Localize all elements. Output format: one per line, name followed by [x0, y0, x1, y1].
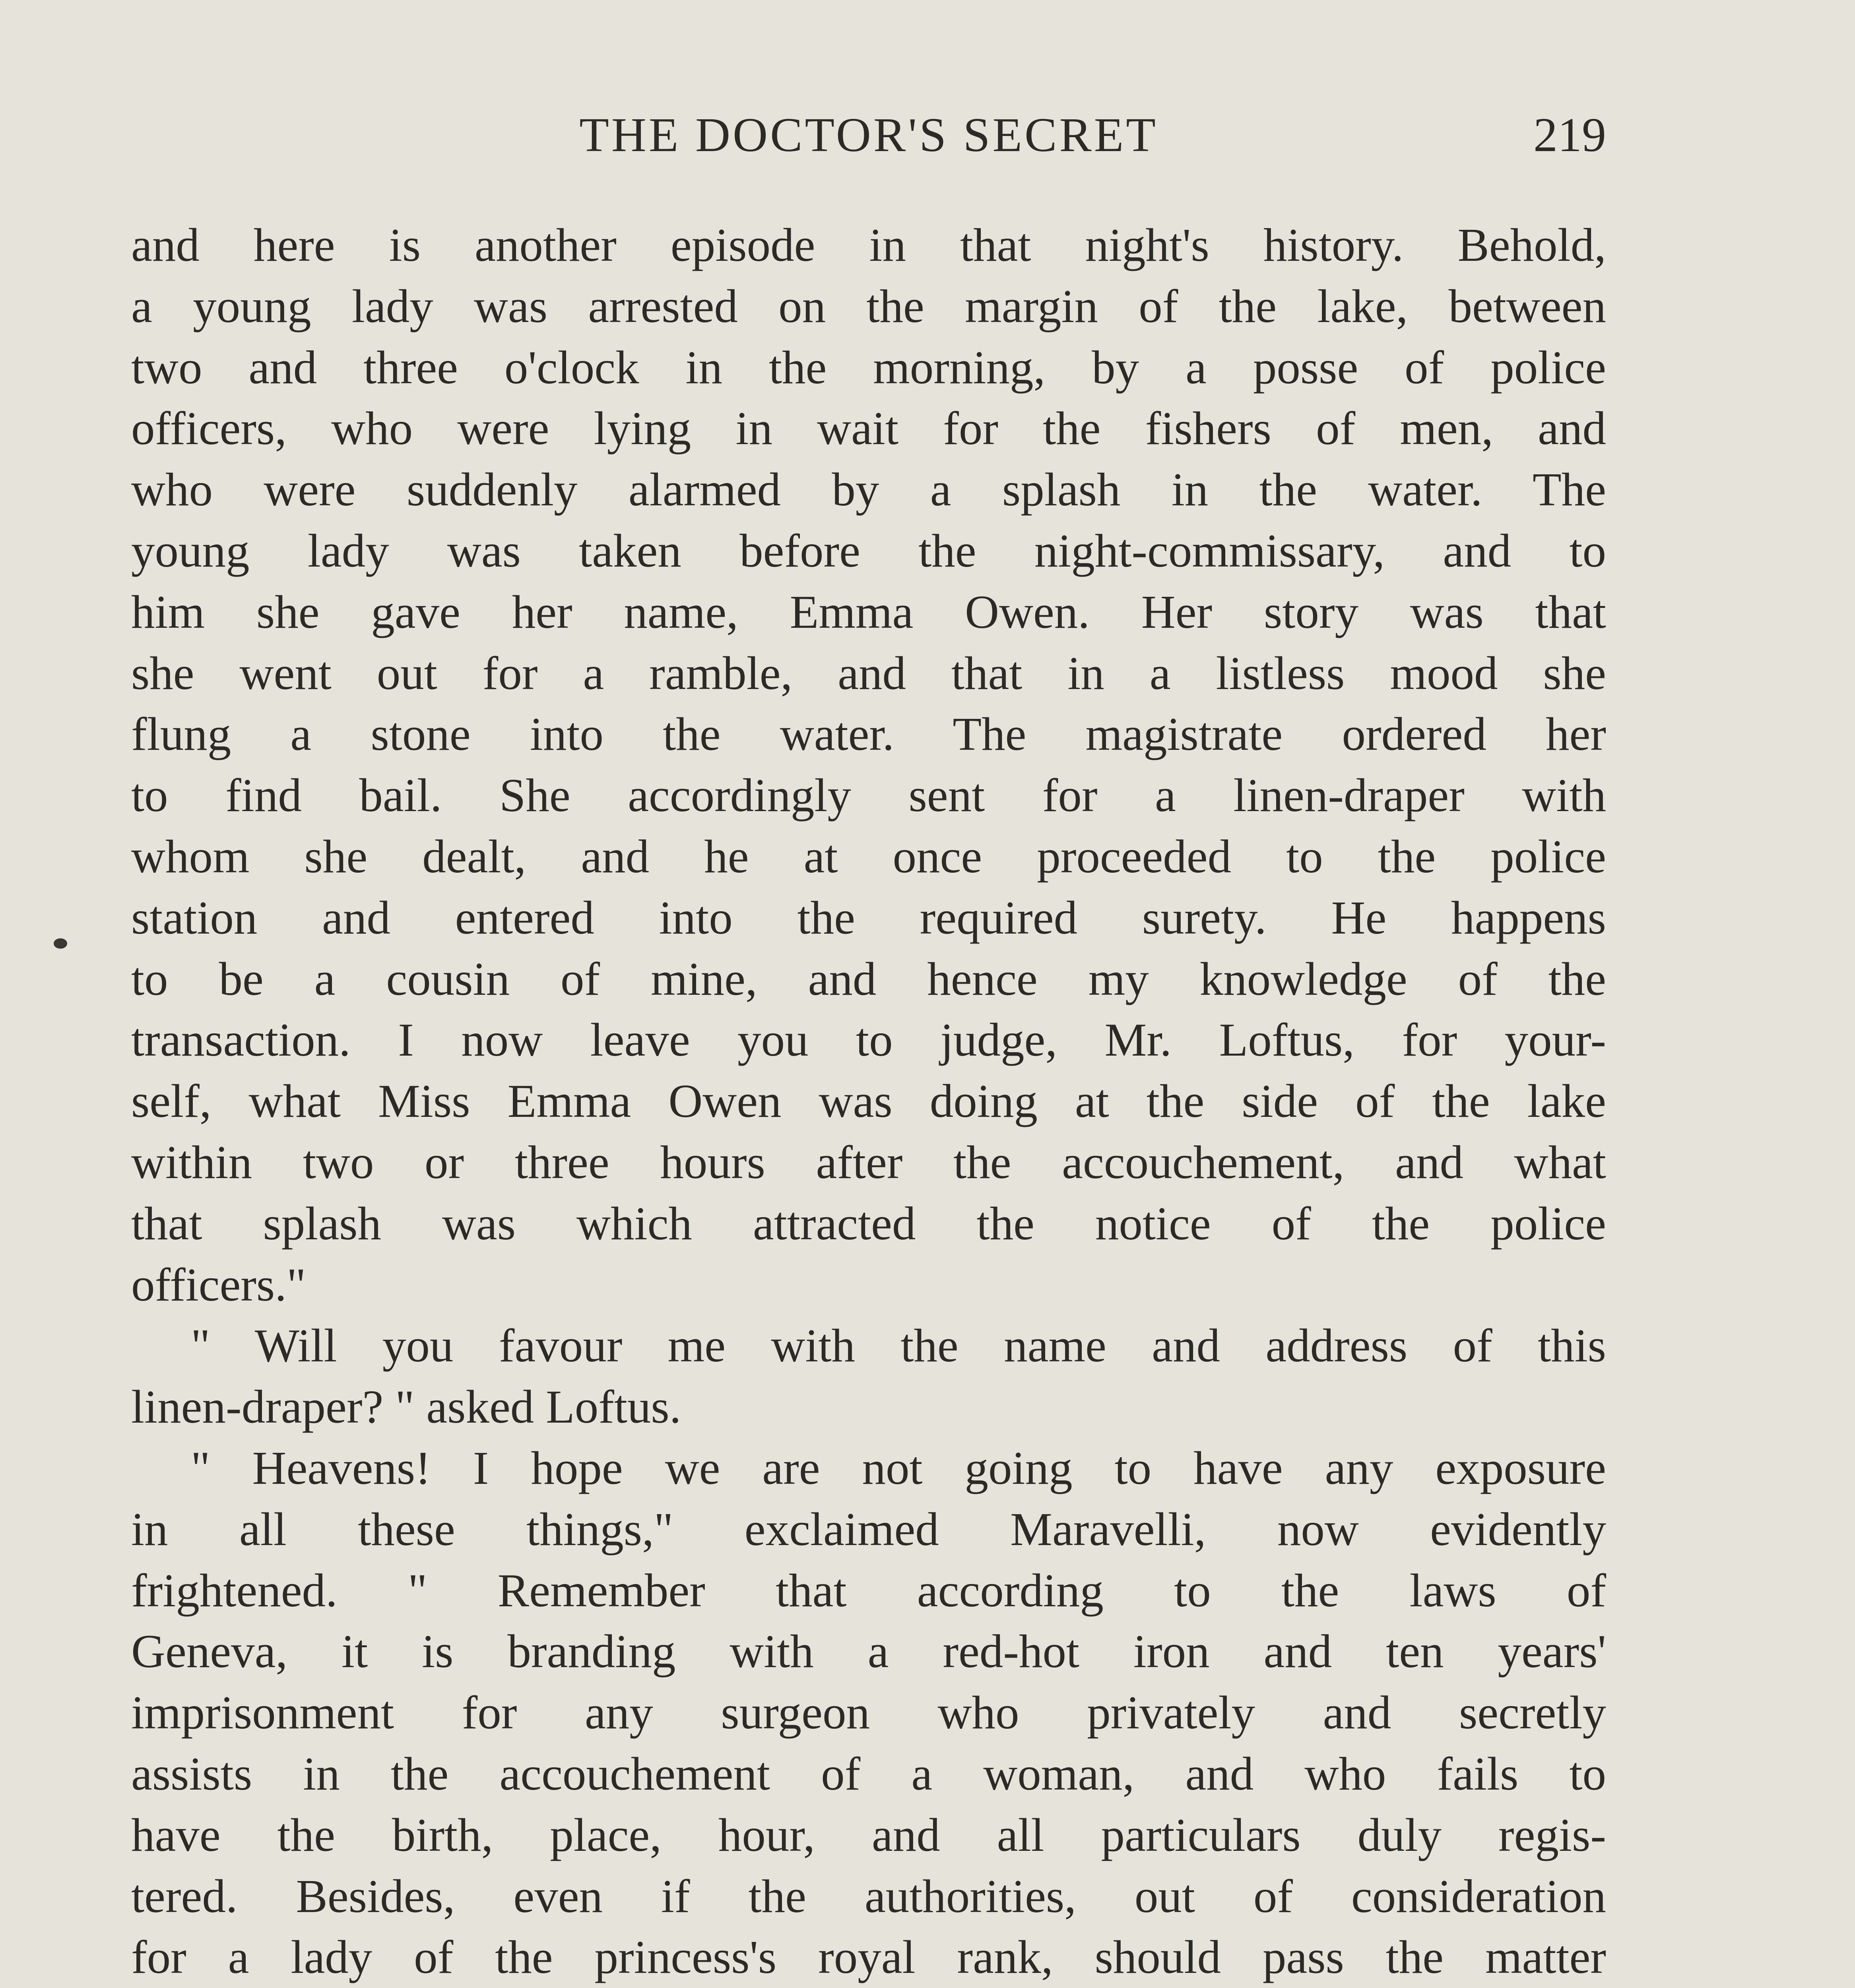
text-line: linen-draper? " asked Loftus. [131, 1380, 681, 1433]
running-title: THE DOCTOR'S SECRET [579, 108, 1158, 162]
text-line: transaction. I now leave you to judge, Mr. Loftus, for your- [131, 1013, 1606, 1066]
text-line: in all these things," exclaimed Maravelli, now evidently [131, 1503, 1606, 1555]
text-line: Geneva, it is branding with a red-hot iron and ten years' [131, 1625, 1606, 1678]
text-line: young lady was taken before the night-commissary, and to [131, 524, 1606, 577]
text-line: to be a cousin of mine, and hence my knowledge of the [131, 952, 1606, 1005]
text-line: station and entered into the required surety. He happens [131, 891, 1606, 944]
text-line: him she gave her name, Emma Owen. Her story was that [131, 585, 1606, 638]
text-line: that splash was which attracted the notice of the police [131, 1197, 1606, 1250]
page-number: 219 [1533, 108, 1606, 162]
text-line: whom she dealt, and he at once proceeded to the police [131, 830, 1606, 883]
text-line: flung a stone into the water. The magistrate ordered her [131, 708, 1606, 761]
text-line: two and three o'clock in the morning, by a posse of police [131, 341, 1606, 394]
text-line: within two or three hours after the accouchement, and what [131, 1136, 1606, 1188]
text-line: to find bail. She accordingly sent for a linen-draper with [131, 769, 1606, 822]
page-header [131, 99, 1606, 171]
text-line: have the birth, place, hour, and all particulars duly regis- [131, 1808, 1606, 1861]
text-line: assists in the accouchement of a woman, and who fails to [131, 1747, 1606, 1800]
text-line: frightened. " Remember that according to the laws of [131, 1564, 1606, 1617]
text-line: " Heavens! I hope we are not going to have any exposure [191, 1441, 1606, 1494]
text-line: who were suddenly alarmed by a splash in the water. The [131, 463, 1606, 516]
text-line: and here is another episode in that night's history. Behold, [131, 219, 1606, 271]
text-line: tered. Besides, even if the authorities, out of consideration [131, 1870, 1606, 1922]
text-line: officers, who were lying in wait for the fishers of men, and [131, 402, 1606, 455]
text-line: a young lady was arrested on the margin of the lake, between [131, 280, 1606, 332]
body-text [131, 215, 1606, 1988]
text-line: self, what Miss Emma Owen was doing at the side of the lake [131, 1075, 1606, 1128]
text-line: " Will you favour me with the name and address of this [191, 1319, 1606, 1372]
text-line: she went out for a ramble, and that in a listless mood she [131, 646, 1606, 699]
text-line: for a lady of the princess's royal rank, should pass the matter [131, 1931, 1606, 1984]
ink-spot-mark [54, 938, 67, 949]
text-line: officers." [131, 1258, 306, 1311]
text-line: imprisonment for any surgeon who privately and secretly [131, 1686, 1606, 1739]
